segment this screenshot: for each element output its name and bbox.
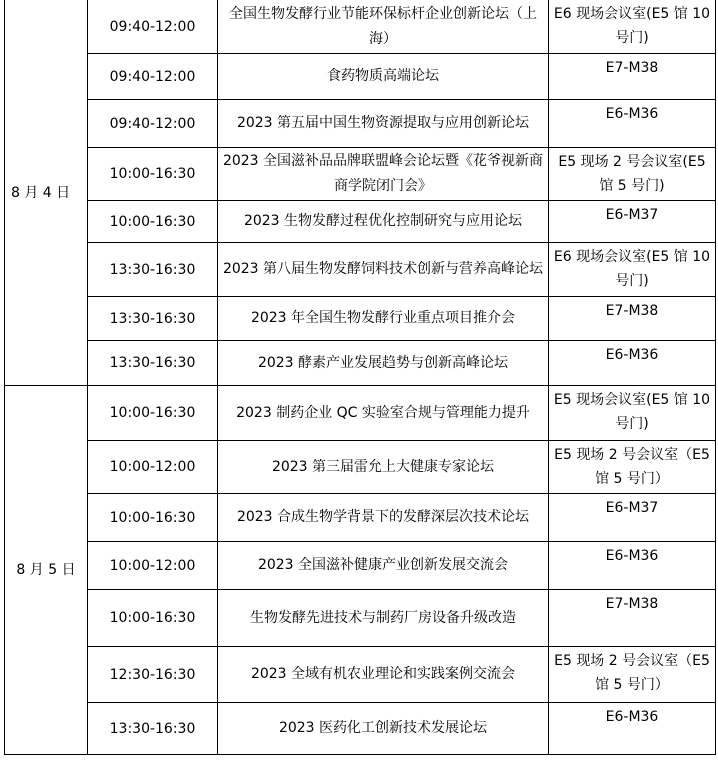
topic-cell: 2023 酵素产业发展趋势与创新高峰论坛 bbox=[218, 341, 549, 386]
time-cell: 13:30-16:30 bbox=[88, 703, 218, 755]
date-label: 8 月 4 日 bbox=[11, 184, 71, 201]
time-cell: 10:00-12:00 bbox=[88, 441, 218, 494]
table-row bbox=[5, 100, 716, 148]
venue-cell: E5 现场 2 号会议室（E5 馆 5 号门） bbox=[549, 647, 716, 703]
table-row bbox=[5, 0, 716, 54]
topic-cell: 2023 第八届生物发酵饲料技术创新与营养高峰论坛 bbox=[218, 243, 549, 297]
venue-cell: E6 现场会议室(E5 馆 10 号门) bbox=[549, 243, 716, 297]
topic-cell: 2023 医药化工创新技术发展论坛 bbox=[218, 703, 549, 755]
venue-cell: E5 现场会议室(E5 馆 10 号门) bbox=[549, 386, 716, 441]
time-cell: 10:00-16:30 bbox=[88, 386, 218, 441]
table-row bbox=[5, 590, 716, 647]
venue-cell: E5 现场 2 号会议室(E5 馆 5 号门) bbox=[549, 148, 716, 201]
topic-cell: 生物发酵先进技术与制药厂房设备升级改造 bbox=[218, 590, 549, 647]
table-row bbox=[5, 494, 716, 542]
time-cell: 12:30-16:30 bbox=[88, 647, 218, 703]
time-cell: 13:30-16:30 bbox=[88, 297, 218, 341]
date-cell-aug-5 bbox=[5, 386, 88, 755]
topic-cell: 2023 第五届中国生物资源提取与应用创新论坛 bbox=[218, 100, 549, 148]
date-cell-aug-4 bbox=[5, 0, 88, 386]
topic-cell: 2023 第三届雷允上大健康专家论坛 bbox=[218, 441, 549, 494]
time-cell: 09:40-12:00 bbox=[88, 54, 218, 100]
venue-cell: E6-M36 bbox=[549, 703, 716, 755]
venue-cell: E6 现场会议室(E5 馆 10 号门) bbox=[549, 0, 716, 54]
venue-cell: E5 现场 2 号会议室（E5 馆 5 号门） bbox=[549, 441, 716, 494]
table-row bbox=[5, 647, 716, 703]
venue-cell: E6-M36 bbox=[549, 341, 716, 386]
table-row bbox=[5, 54, 716, 100]
time-cell: 10:00-12:00 bbox=[88, 542, 218, 590]
venue-cell: E7-M38 bbox=[549, 54, 716, 100]
time-cell: 13:30-16:30 bbox=[88, 341, 218, 386]
table-row bbox=[5, 703, 716, 755]
venue-cell: E6-M37 bbox=[549, 201, 716, 243]
topic-cell: 食药物质高端论坛 bbox=[218, 54, 549, 100]
time-cell: 10:00-16:30 bbox=[88, 590, 218, 647]
table-row bbox=[5, 441, 716, 494]
topic-cell: 2023 合成生物学背景下的发酵深层次技术论坛 bbox=[218, 494, 549, 542]
venue-cell: E6-M36 bbox=[549, 542, 716, 590]
time-cell: 10:00-16:30 bbox=[88, 201, 218, 243]
time-cell: 10:00-16:30 bbox=[88, 148, 218, 201]
table-row bbox=[5, 297, 716, 341]
time-cell: 13:30-16:30 bbox=[88, 243, 218, 297]
table-row bbox=[5, 341, 716, 386]
venue-cell: E7-M38 bbox=[549, 590, 716, 647]
topic-cell: 2023 制药企业 QC 实验室合规与管理能力提升 bbox=[218, 386, 549, 441]
venue-cell: E7-M38 bbox=[549, 297, 716, 341]
table-row bbox=[5, 148, 716, 201]
date-label: 8 月 5 日 bbox=[16, 562, 76, 578]
table-row bbox=[5, 542, 716, 590]
time-cell: 10:00-16:30 bbox=[88, 494, 218, 542]
time-cell: 09:40-12:00 bbox=[88, 100, 218, 148]
table-row bbox=[5, 386, 716, 441]
table-row bbox=[5, 201, 716, 243]
topic-cell: 2023 年全国生物发酵行业重点项目推介会 bbox=[218, 297, 549, 341]
topic-cell: 全国生物发酵行业节能环保标杆企业创新论坛（上海） bbox=[218, 0, 549, 54]
venue-cell: E6-M37 bbox=[549, 494, 716, 542]
time-cell: 09:40-12:00 bbox=[88, 0, 218, 54]
topic-cell: 2023 生物发酵过程优化控制研究与应用论坛 bbox=[218, 201, 549, 243]
topic-cell: 2023 全国滋补健康产业创新发展交流会 bbox=[218, 542, 549, 590]
venue-cell: E6-M36 bbox=[549, 100, 716, 148]
schedule-table bbox=[4, 0, 716, 755]
topic-cell: 2023 全国滋补品品牌联盟峰会论坛暨《花爷视新商商学院闭门会》 bbox=[218, 148, 549, 201]
table-row bbox=[5, 243, 716, 297]
topic-cell: 2023 全域有机农业理论和实践案例交流会 bbox=[218, 647, 549, 703]
